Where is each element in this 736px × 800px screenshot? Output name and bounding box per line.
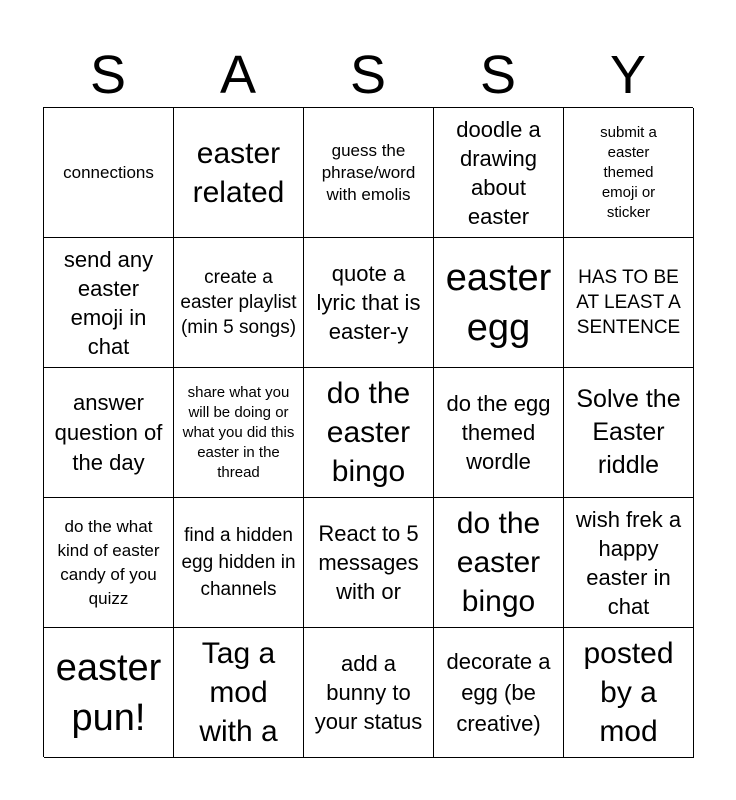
header-letter-s2: S [349, 45, 387, 105]
bingo-cell-text: Tag a mod with a [199, 637, 278, 748]
bingo-cell-r1c5[interactable] [564, 108, 694, 238]
bingo-cell-text: easter egg [445, 256, 552, 349]
bingo-header [43, 44, 693, 106]
bingo-cell-r3c5[interactable] [564, 368, 694, 498]
bingo-cell-text: add a bunny to your status [314, 651, 423, 734]
bingo-board [43, 107, 693, 757]
bingo-cell-text: decorate a egg (be creative) [446, 649, 551, 736]
bingo-cell-text: wish frek a happy easter in chat [575, 506, 682, 619]
bingo-cell-text: Solve the Easter riddle [576, 385, 681, 479]
bingo-cell-r5c5[interactable] [564, 628, 694, 758]
bingo-cell-text: doodle a drawing about easter [456, 116, 541, 229]
bingo-cell-text: easter pun! [55, 646, 162, 739]
header-letter-s1: S [89, 45, 127, 105]
bingo-cell-r2c3[interactable] [304, 238, 434, 368]
bingo-cell-r3c1[interactable] [44, 368, 174, 498]
bingo-cell-text: connections [63, 162, 154, 182]
bingo-cell-text: do the what kind of easter candy of you quizz [57, 516, 160, 608]
bingo-cell-r4c1[interactable] [44, 498, 174, 628]
bingo-cell-r2c5[interactable] [564, 238, 694, 368]
bingo-cell-text: submit a easter themed emoji or sticker [600, 123, 657, 221]
bingo-cell-text: easter related [192, 136, 285, 209]
bingo-cell-text: create a easter playlist (min 5 songs) [180, 267, 297, 338]
bingo-cell-r4c5[interactable] [564, 498, 694, 628]
bingo-cell-text: do the easter bingo [326, 377, 411, 488]
bingo-cell-text: posted by a mod [583, 637, 674, 748]
bingo-cell-r3c3[interactable] [304, 368, 434, 498]
bingo-cell-r1c4[interactable] [434, 108, 564, 238]
bingo-cell-text: React to 5 messages with or [318, 521, 419, 604]
bingo-cell-text: guess the phrase/word with emolis [321, 140, 416, 204]
bingo-cell-r3c2[interactable] [174, 368, 304, 498]
bingo-cell-text: HAS TO BE AT LEAST A SENTENCE [576, 267, 681, 338]
bingo-cell-r2c1[interactable] [44, 238, 174, 368]
bingo-cell-text: do the easter bingo [456, 507, 541, 618]
header-letter-a: A [219, 45, 257, 105]
bingo-cell-r2c2[interactable] [174, 238, 304, 368]
bingo-cell-r4c2[interactable] [174, 498, 304, 628]
bingo-cell-r3c4[interactable] [434, 368, 564, 498]
bingo-cell-text: do the egg themed wordle [446, 391, 551, 474]
bingo-cell-r2c4[interactable] [434, 238, 564, 368]
bingo-cell-r5c3[interactable] [304, 628, 434, 758]
bingo-cell-r4c4[interactable] [434, 498, 564, 628]
header-letter-y: Y [609, 45, 647, 105]
bingo-cell-text: find a hidden egg hidden in channels [181, 525, 296, 600]
bingo-cell-r1c2[interactable] [174, 108, 304, 238]
bingo-cell-text: share what you will be doing or what you did this easter in the thread [182, 383, 295, 481]
bingo-cell-r5c2[interactable] [174, 628, 304, 758]
bingo-cell-text: answer question of the day [54, 389, 163, 475]
bingo-cell-text: quote a lyric that is easter-y [316, 261, 421, 344]
header-letter-s3: S [479, 45, 517, 105]
bingo-cell-r5c1[interactable] [44, 628, 174, 758]
bingo-cell-text: send any easter emoji in chat [63, 246, 154, 359]
bingo-cell-r5c4[interactable] [434, 628, 564, 758]
bingo-cell-r4c3[interactable] [304, 498, 434, 628]
bingo-cell-r1c1[interactable] [44, 108, 174, 238]
bingo-cell-r1c3[interactable] [304, 108, 434, 238]
